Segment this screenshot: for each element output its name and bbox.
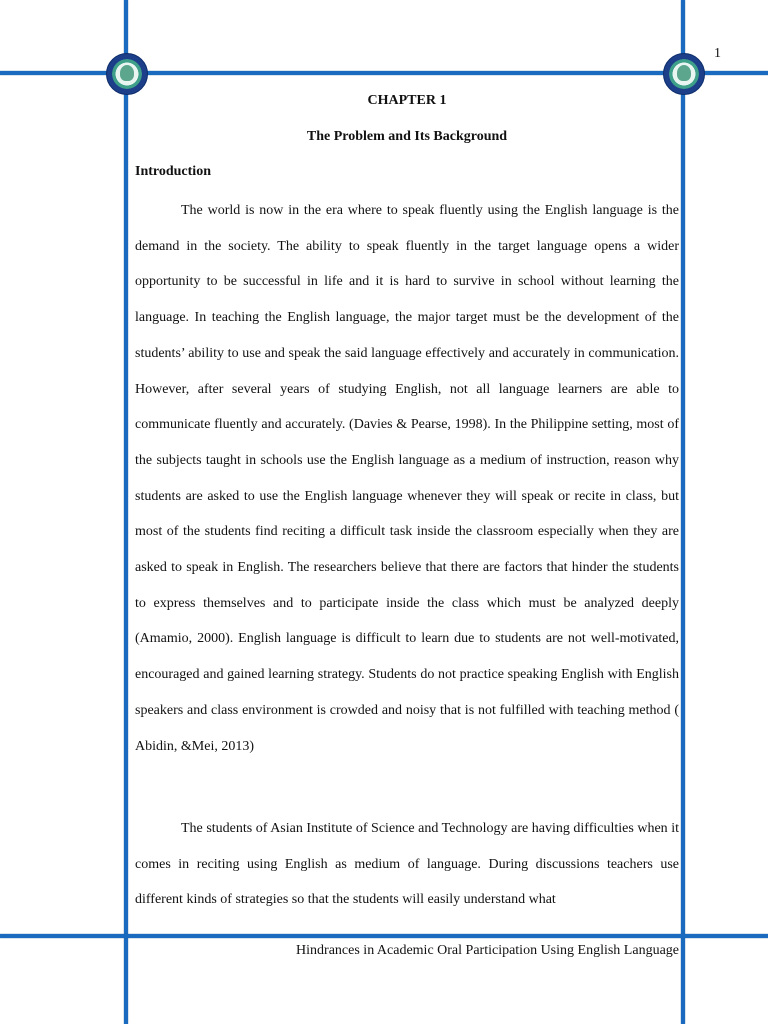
left-border-line	[124, 0, 128, 1024]
bottom-border-line	[0, 934, 768, 938]
paragraph: The students of Asian Institute of Science and Technology are having difficulties when it comes in reciting using English as medium of language. During discussions teachers use different kinds of strategies so that the students will easily understand what	[135, 821, 679, 908]
right-border-line	[681, 0, 685, 1024]
chapter-label: CHAPTER 1	[367, 93, 447, 108]
page-footer: Hindrances in Academic Oral Participation Using English Language	[296, 943, 679, 958]
page-number: 1	[714, 46, 721, 61]
chapter-title: The Problem and Its Background	[306, 129, 508, 144]
paragraph: The world is now in the era where to speak fluently using the English language is the demand in the society. The ability to speak fluently in the target language opens a wider opportunity to be successful in life and it is hard to survive in school without learning the language. In teaching the English language, the major target must be the development of the students’ ability to use and speak the said language effectively and accurately in communication. However, after several years of studying English, not all language learners are able to communicate fluently and accurately. (Davies & Pearse, 1998). In the Philippine setting, most of the subjects taught in schools use the English language as a medium of instruction, reason why students are asked to use the English language whenever they will speak or recite in class, but most of the students find reciting a difficult task inside the classroom especially when they are asked to speak in English. The researchers believe that there are factors that hinder the students to express themselves and to participate inside the class which must be analyzed deeply (Amamio, 2000). English language is difficult to learn due to students are not well-motivated, encouraged and gained learning strategy. Students do not practice speaking English with English speakers and class environment is crowded and noisy that is not fulfilled with teaching method ( Abidin, &Mei, 2013)	[135, 203, 679, 754]
institution-seal-icon	[106, 53, 148, 95]
section-heading: Introduction	[135, 164, 211, 179]
institution-seal-icon	[663, 53, 705, 95]
